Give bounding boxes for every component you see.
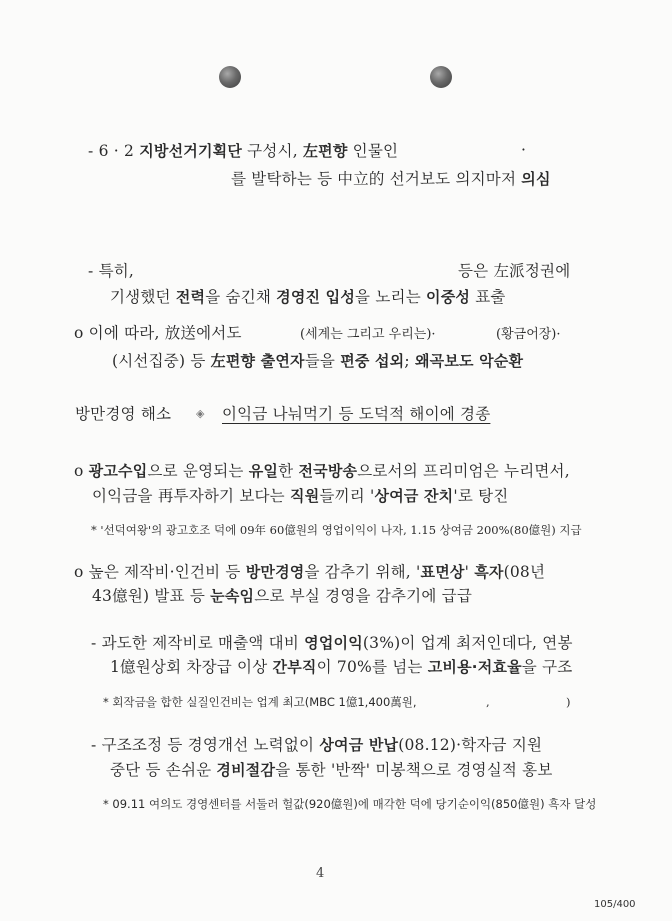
bold-text: 상여금 반납 — [319, 736, 399, 754]
bold-text: 경비절감 — [216, 761, 276, 779]
section-headline — [222, 404, 490, 424]
bold-text: 흑자 — [474, 563, 504, 581]
bold-text: 고비용·저효율 — [427, 658, 522, 676]
text: 으로 운영되는 — [147, 462, 249, 480]
p3-line-1 — [74, 323, 242, 343]
bold-text: 이중성 — [426, 288, 471, 306]
p6-line-1 — [91, 633, 573, 653]
text: 으로 부실 경영을 감추기에 급급 — [254, 587, 472, 605]
footnote-text: * 09.11 여의도 경영센터를 서둘러 헐값(920億원)에 매각한 덕에 당기순이익(850億원) 흑자 달성 — [103, 797, 597, 811]
text: 한 — [278, 462, 299, 480]
bold-text: 눈속임 — [210, 587, 255, 605]
text: 이익금을 再투자하기 보다는 — [92, 487, 290, 505]
footnote-text: , — [486, 695, 490, 709]
footnote-text: * '선덕여왕'의 광고호조 덕에 09年 60億원의 영업이익이 나자, 1.15 상여금 200%(80億원) 지급 — [91, 523, 582, 537]
text: - 과도한 제작비로 매출액 대비 — [91, 634, 305, 652]
text: 1億원상회 차장급 이상 — [110, 658, 273, 676]
p4-line-1 — [74, 461, 570, 481]
bold-text: 의심 — [521, 170, 551, 188]
p1-line-1-mark — [521, 140, 526, 160]
page-count-text: 105/400 — [594, 899, 636, 910]
text: 을 감추기 위해, ' — [304, 563, 421, 581]
text: · — [521, 141, 527, 159]
text: (08.12)·학자금 지원 — [398, 736, 543, 754]
text: (황금어장)· — [496, 327, 561, 342]
bold-text: 左편향 — [302, 142, 348, 160]
text: o — [74, 462, 89, 480]
text: 표출 — [470, 288, 506, 306]
text: ; — [404, 352, 415, 370]
bold-text: 영업이익 — [304, 634, 363, 652]
p6-footnote-c — [566, 692, 571, 712]
text: 들을 — [304, 352, 341, 370]
bold-text: 편중 섭외 — [340, 352, 405, 370]
text: o 높은 제작비·인건비 등 — [74, 563, 246, 581]
text: 으로서의 프리미엄은 누리면서, — [357, 462, 570, 480]
p2-line-1 — [88, 261, 134, 281]
text: 을 노리는 — [355, 288, 426, 306]
p4-line-2 — [92, 486, 508, 506]
bold-text: 방만경영 — [245, 563, 305, 581]
text: 인물인 — [347, 142, 399, 160]
p4-footnote — [91, 520, 582, 540]
text: 기생했던 — [110, 288, 176, 306]
p3-line-1-program-b — [496, 325, 561, 345]
text: 을 통한 '반짝' 미봉책으로 경영실적 홍보 — [275, 761, 553, 779]
binder-hole-right — [430, 66, 452, 88]
p5-line-1 — [74, 562, 545, 582]
footnote-text: ) — [566, 695, 571, 709]
p5-line-2 — [92, 586, 472, 606]
page-number-text: 4 — [316, 866, 325, 881]
section-headline-text: 이익금 나눠먹기 등 도덕적 해이에 경종 — [222, 405, 491, 423]
text: (시선집중) 등 — [112, 352, 211, 370]
p7-footnote — [103, 794, 596, 814]
section-heading — [75, 404, 171, 424]
p2-line-2 — [110, 287, 506, 307]
page-count — [594, 899, 636, 910]
p6-line-2 — [110, 657, 572, 677]
bold-text: 지방선거기획단 — [139, 142, 243, 160]
binder-hole-left — [219, 66, 241, 88]
bold-text: 전국방송 — [298, 462, 358, 480]
p3-line-2 — [112, 351, 523, 371]
diamond-icon: ◈ — [196, 407, 205, 420]
text: 43億원) 발표 등 — [92, 587, 211, 605]
text: (3%)이 업계 최저인데다, 연봉 — [362, 634, 573, 652]
text: 를 발탁하는 등 中立的 선거보도 의지마저 — [231, 170, 522, 188]
text: (세계는 그리고 우리는)· — [300, 327, 436, 342]
p7-line-2 — [110, 760, 553, 780]
bold-text: 왜곡보도 악순환 — [414, 352, 524, 370]
bold-text: 상여금 잔치 — [374, 487, 454, 505]
bold-text: 광고수입 — [88, 462, 148, 480]
text: 들끼리 ' — [319, 487, 375, 505]
bold-text: 간부직 — [272, 658, 317, 676]
section-diamond — [196, 404, 205, 424]
text: - 구조조정 등 경영개선 노력없이 — [91, 736, 320, 754]
p1-line-1 — [88, 141, 398, 161]
text: - 6 · 2 — [88, 142, 140, 160]
bold-text: 직원 — [290, 487, 320, 505]
bold-text: 左편향 출연자 — [210, 352, 305, 370]
text: 등은 左派정권에 — [458, 262, 571, 280]
text: 구성시, — [242, 142, 303, 160]
text: ' — [464, 563, 475, 581]
footnote-text: * 회작금을 합한 실질인건비는 업계 최고(MBC 1億1,400萬원, — [103, 695, 417, 709]
p2-line-1-right — [458, 261, 570, 281]
bold-text: 표면상 — [420, 563, 465, 581]
page-number — [316, 866, 324, 881]
text: - 특히, — [88, 262, 135, 280]
bold-text: 경영진 입성 — [276, 288, 356, 306]
text: 을 숨긴채 — [205, 288, 277, 306]
text: '로 탕진 — [453, 487, 509, 505]
p7-line-1 — [91, 735, 542, 755]
bold-text: 전력 — [175, 288, 206, 306]
text: 을 구조 — [521, 658, 573, 676]
p6-footnote — [103, 692, 417, 712]
p1-line-2 — [231, 169, 551, 189]
section-title: 방만경영 해소 — [75, 405, 172, 423]
text: 중단 등 손쉬운 — [110, 761, 217, 779]
text: o 이에 따라, 放送에서도 — [74, 324, 242, 342]
p6-footnote-b — [486, 692, 490, 712]
p3-line-1-program-a — [300, 325, 436, 345]
text: (08년 — [503, 563, 546, 581]
bold-text: 유일 — [248, 462, 279, 480]
text: 이 70%를 넘는 — [316, 658, 428, 676]
